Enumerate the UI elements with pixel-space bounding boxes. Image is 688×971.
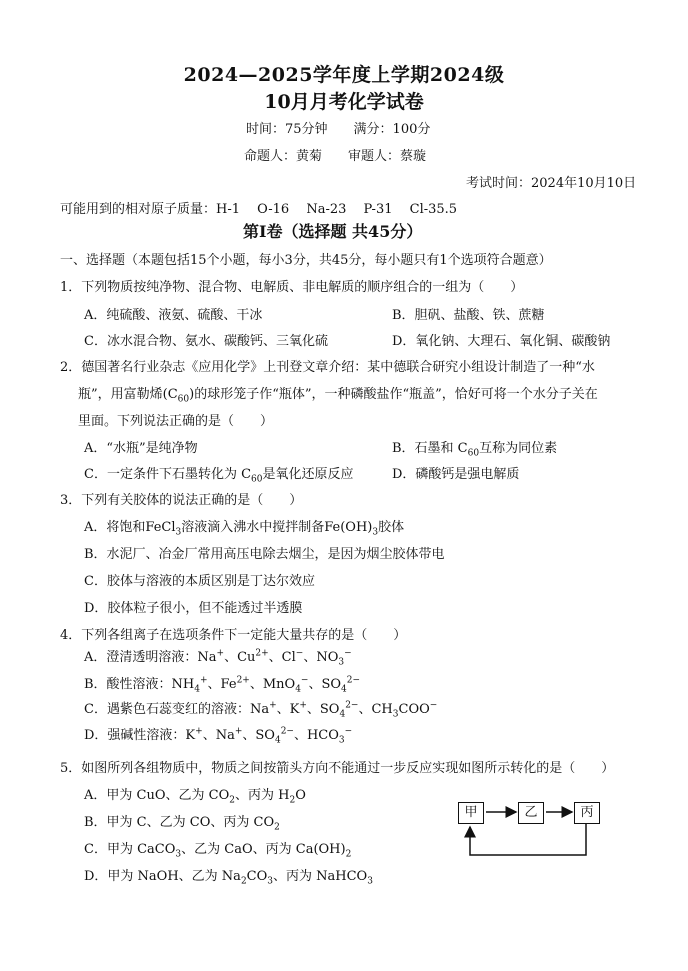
q3-option-d: D．胶体粒子很小，但不能透过半透膜 xyxy=(84,601,303,616)
box-yi: 乙 xyxy=(518,802,544,824)
section-instructions: 一、选择题（本题包括15个小题，每小3分，共45分，每小题只有1个选项符合题意） xyxy=(60,253,552,268)
q4-option-a: A．澄清透明溶液：Na+、$Cu^{2+}$、Cl−、$NO_3^-$ xyxy=(84,648,352,668)
box-bing: 丙 xyxy=(574,802,600,824)
atomic-mass-line: 可能用到的相对原子质量：H-1 O-16 Na-23 P-31 Cl-35.5 xyxy=(60,202,458,217)
q3-option-a: A．将饱和FeCl$_3$溶液滴入沸水中搅拌制备$Fe(OH)_3$胶体 xyxy=(84,520,405,538)
q2-option-a: A．“水瓶”是纯净物 xyxy=(84,441,198,456)
q1-stem: 1．下列物质按纯净物、混合物、电解质、非电解质的顺序组合的一组为（ ） xyxy=(60,280,524,295)
q5-option-d: D．甲为 NaOH、乙为 $Na_2CO_3$、丙为 NaHCO$_3$ xyxy=(84,869,373,887)
time-score-line: 时间：75分钟 满分：100分 xyxy=(246,122,431,137)
q1-option-a: A．纯硫酸、液氨、硫酸、干冰 xyxy=(84,308,263,323)
arrow-bing-to-jia xyxy=(470,824,586,855)
q1-option-b: B．胆矾、盐酸、铁、蔗糖 xyxy=(392,308,545,323)
q3-option-c: C．胶体与溶液的本质区别是丁达尔效应 xyxy=(84,574,315,589)
q4-option-d: D．强碱性溶液：K+、Na+、$SO_4^{2-}$、$HCO_3^-$ xyxy=(84,726,353,746)
q5-option-a: A．甲为 CuO、乙为 $CO_2$、丙为 $H_2O$ xyxy=(84,788,306,806)
q2-option-b: B．石墨和 $C_{60}$互称为同位素 xyxy=(392,441,558,459)
q2-stem-line1: 2．德国著名行业杂志《应用化学》上刊登文章介绍：某中德联合研究小组设计制造了一种“水 xyxy=(60,360,595,375)
q4-stem: 4．下列各组离子在选项条件下一定能大量共存的是（ ） xyxy=(60,628,407,643)
q5-option-b: B．甲为 C、乙为 CO、丙为 $CO_2$ xyxy=(84,815,280,833)
q2-option-d: D．磷酸钙是强电解质 xyxy=(392,467,520,482)
q4-option-c: C．遇紫色石蕊变红的溶液：Na+、K+、$SO_4^{2-}$、$CH_3COO^-$ xyxy=(84,700,438,720)
q2-stem-line2: 瓶”，用富勒烯$(C_{60})$的球形笼子作“瓶体”，一种磷酸盐作“瓶盖”，恰好可将一个水分子关在 xyxy=(78,387,598,405)
exam-title: 2024—2025学年度上学期2024级 xyxy=(183,64,505,86)
q2-option-c: C．一定条件下石墨转化为 $C_{60}$是氧化还原反应 xyxy=(84,467,354,485)
exam-subtitle: 10月月考化学试卷 xyxy=(264,91,424,113)
q3-option-b: B．水泥厂、冶金厂常用高压电除去烟尘，是因为烟尘胶体带电 xyxy=(84,547,445,562)
author-line: 命题人：黄菊 审题人：蔡璇 xyxy=(244,149,427,164)
q5-stem: 5．如图所列各组物质中，物质之间按箭头方向不能通过一步反应实现如图所示转化的是（ ） xyxy=(60,761,615,776)
conversion-diagram xyxy=(458,799,608,865)
box-jia: 甲 xyxy=(458,802,484,824)
q1-option-c: C．冰水混合物、氨水、碳酸钙、三氧化硫 xyxy=(84,334,328,349)
q2-stem-line3: 里面。下列说法正确的是（ ） xyxy=(78,414,274,429)
q1-option-d: D．氧化钠、大理石、氧化铜、碳酸钠 xyxy=(392,334,611,349)
q3-stem: 3．下列有关胶体的说法正确的是（ ） xyxy=(60,493,303,508)
q5-option-c: C．甲为 CaCO$_3$、乙为 CaO、丙为 $Ca(OH)_2$ xyxy=(84,842,352,860)
section-title: 第Ⅰ卷（选择题 共45分） xyxy=(243,222,423,241)
exam-date: 考试时间：2024年10月10日 xyxy=(466,176,637,191)
q4-option-b: B．酸性溶液：$NH_4^+$、$Fe^{2+}$、MnO$_4$−、$SO_4^{2-}$ xyxy=(84,675,361,695)
